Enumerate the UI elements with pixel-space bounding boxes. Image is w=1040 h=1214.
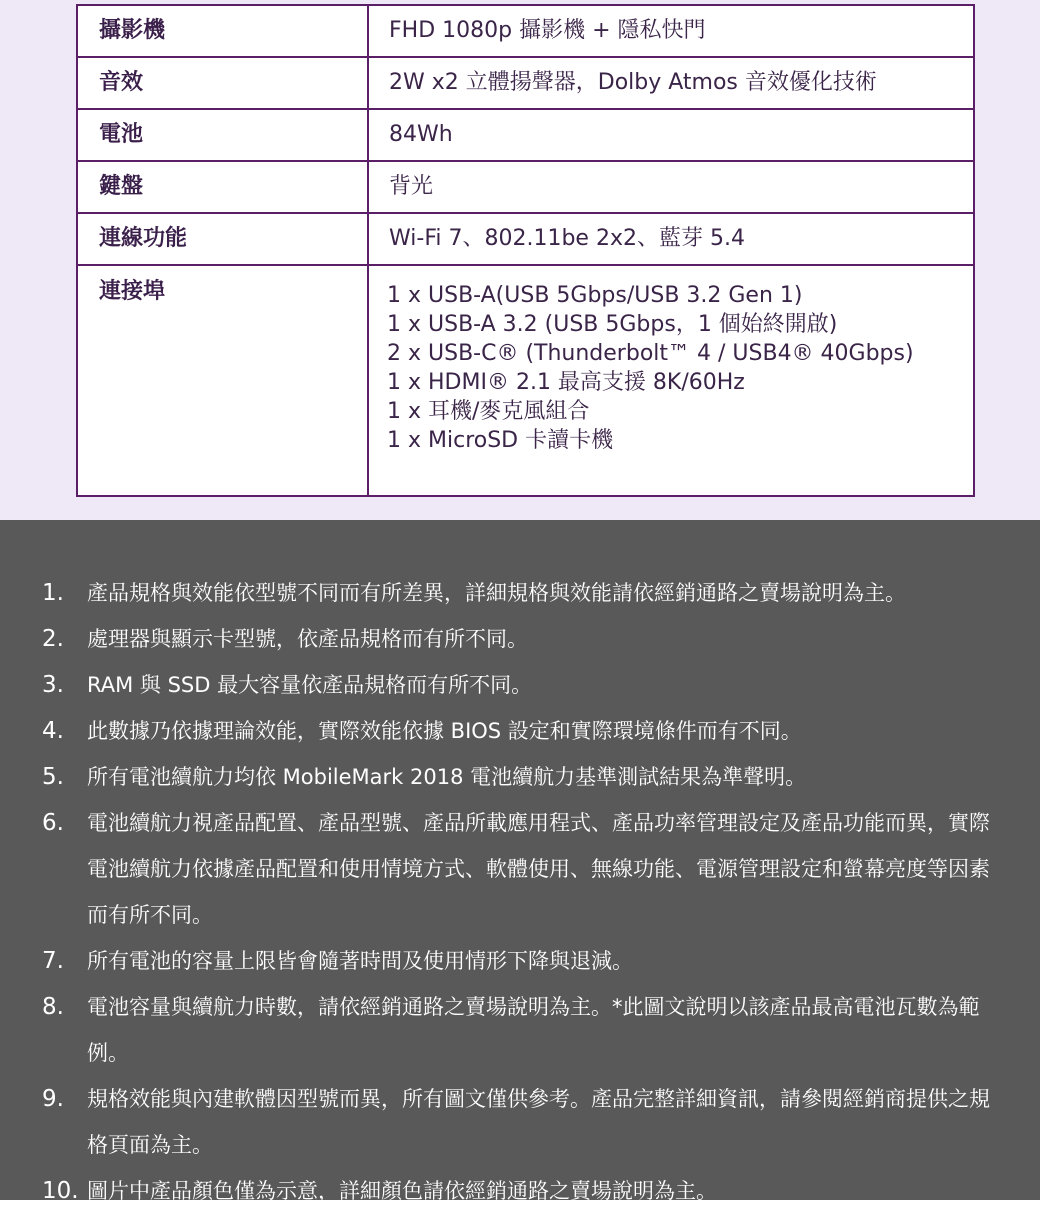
footnote-number: 3. (42, 672, 64, 698)
spec-table (76, 4, 975, 497)
footnote-number: 5. (42, 764, 64, 790)
footnote-text: 所有電池的容量上限皆會隨著時間及使用情形下降與退減。 (87, 949, 633, 973)
spec-value: 84Wh (368, 109, 974, 161)
footnote-item (0, 616, 1040, 662)
port-line: 1 x HDMI® 2.1 最高支援 8K/60Hz (387, 370, 745, 395)
spec-row-battery (77, 109, 974, 161)
port-line: 1 x USB-A 3.2 (USB 5Gbps，1 個始終開啟) (387, 312, 838, 337)
footnote-number: 7. (42, 948, 64, 974)
spec-key: 鍵盤 (77, 161, 368, 213)
spec-key: 音效 (77, 57, 368, 109)
footnote-text: RAM 與 SSD 最大容量依產品規格而有所不同。 (87, 673, 533, 697)
footnote-item (0, 754, 1040, 800)
footnote-text: 產品規格與效能依型號不同而有所差異，詳細規格與效能請依經銷通路之賣場說明為主。 (87, 581, 906, 605)
footnote-number: 1. (42, 580, 64, 606)
footnotes-section (0, 520, 1040, 1204)
footnote-number: 4. (42, 718, 64, 744)
footnote-text: 電池續航力視產品配置、產品型號、產品所載應用程式、產品功率管理設定及產品功能而異，實際電池續航力依據產品配置和使用情境方式、軟體使用、無線功能、電源管理設定和螢幕亮度等因素而有所不同。 (87, 811, 990, 927)
spec-row-keyboard (77, 161, 974, 213)
port-line: 1 x USB-A(USB 5Gbps/USB 3.2 Gen 1) (387, 283, 803, 308)
footnote-item (0, 708, 1040, 754)
spec-row-ports (77, 265, 974, 496)
footnote-item (0, 570, 1040, 616)
port-line: 1 x 耳機/麥克風組合 (387, 399, 590, 424)
spec-row-camera (77, 5, 974, 57)
spec-row-connectivity (77, 213, 974, 265)
port-line: 2 x USB-C® (Thunderbolt™ 4 / USB4® 40Gbps) (387, 341, 914, 366)
footnote-item (0, 662, 1040, 708)
footnote-number: 8. (42, 994, 64, 1020)
spec-value: 背光 (368, 161, 974, 213)
spec-value: 2W x2 立體揚聲器，Dolby Atmos 音效優化技術 (368, 57, 974, 109)
footnote-item (0, 984, 1040, 1076)
footnote-number: 6. (42, 810, 64, 836)
footnote-item (0, 1168, 1040, 1214)
spec-value: FHD 1080p 攝影機 + 隱私快門 (368, 5, 974, 57)
footnote-text: 規格效能與內建軟體因型號而異，所有圖文僅供參考。產品完整詳細資訊，請參閱經銷商提供之規格頁面為主。 (87, 1087, 990, 1157)
spec-row-audio (77, 57, 974, 109)
spec-value: Wi-Fi 7、802.11be 2x2、藍芽 5.4 (368, 213, 974, 265)
footnote-item (0, 1076, 1040, 1168)
footnote-item (0, 938, 1040, 984)
footnote-text: 處理器與顯示卡型號，依產品規格而有所不同。 (87, 627, 528, 651)
footnote-item (0, 800, 1040, 938)
footnote-text: 此數據乃依據理論效能，實際效能依據 BIOS 設定和實際環境條件而有不同。 (87, 719, 802, 743)
footnote-number: 9. (42, 1086, 64, 1112)
spec-key: 連接埠 (77, 265, 368, 496)
port-line: 1 x MicroSD 卡讀卡機 (387, 428, 614, 453)
spec-key: 電池 (77, 109, 368, 161)
footnote-text: 所有電池續航力均依 MobileMark 2018 電池續航力基準測試結果為準聲明。 (87, 765, 807, 789)
footnote-number: 10. (42, 1178, 79, 1204)
spec-value-ports (368, 265, 974, 496)
spec-section (0, 0, 1040, 520)
footnote-text: 圖片中產品顏色僅為示意，詳細顏色請依經銷通路之賣場說明為主。 (87, 1179, 717, 1203)
footnote-text: 電池容量與續航力時數，請依經銷通路之賣場說明為主。*此圖文說明以該產品最高電池瓦數為範例。 (87, 995, 980, 1065)
spec-key: 連線功能 (77, 213, 368, 265)
footnotes-list (0, 570, 1040, 1214)
footnote-number: 2. (42, 626, 64, 652)
spec-key: 攝影機 (77, 5, 368, 57)
